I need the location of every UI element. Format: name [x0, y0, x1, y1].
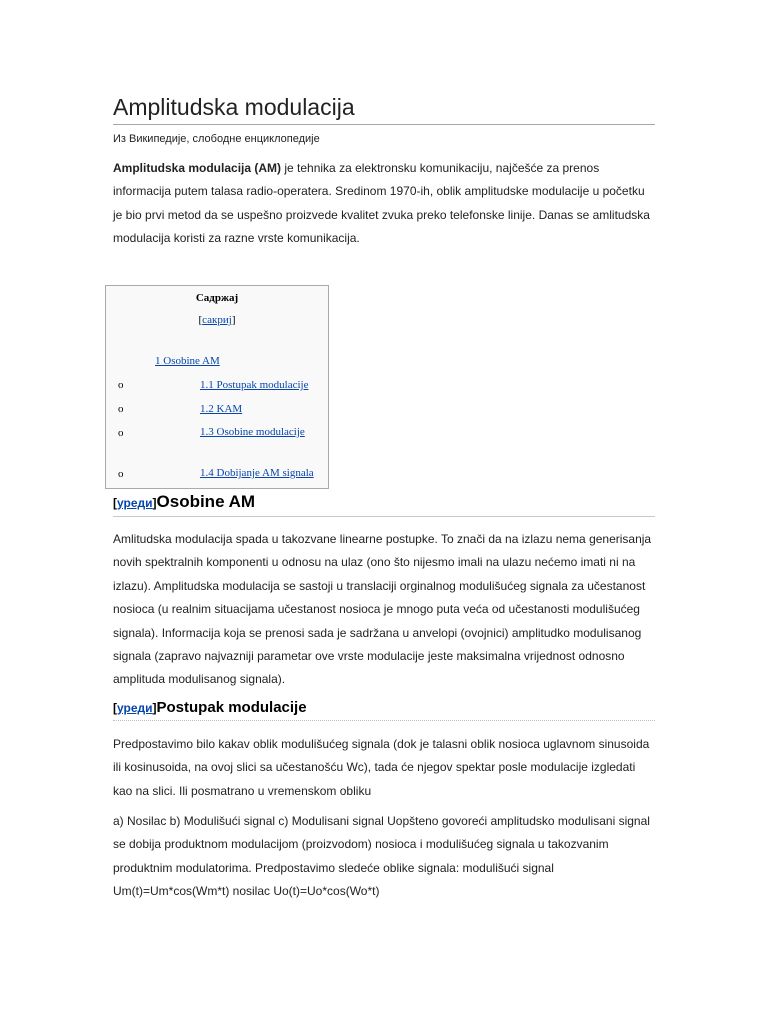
edit-bracket-close: ] — [152, 496, 157, 510]
edit-bracket-close: ] — [152, 701, 157, 715]
section-paragraph: a) Nosilac b) Modulišući signal c) Modulisani signal Uopšteno govoreći amplitudsko modulisani signal se dobija produktnom modulacijom (proizvodom) nosioca i modulišućeg signala u takozvanim produktnim modulatorima. Predpostavimo sledeće oblike signala: modulišući signal Um(t)=Um*cos(Wm*t) nosilac Uo(t)=Uo*cos(Wo*t) — [113, 814, 650, 899]
toc-item[interactable] — [155, 355, 220, 367]
toc-bullet: o — [118, 468, 124, 480]
page-title: Amplitudska modulacija — [113, 92, 655, 125]
edit-section-control — [113, 496, 157, 510]
edit-bracket-open: [ — [113, 496, 117, 510]
toc-link-postupak-modulacije[interactable]: 1.1 Postupak modulacije — [200, 379, 309, 391]
edit-section-control — [113, 701, 157, 715]
toc-toggle-open: [ — [198, 314, 203, 326]
toc-title: Садржај — [195, 292, 239, 304]
section-paragraph: Amlitudska modulacija spada u takozvane linearne postupke. To znači da na izlazu nema generisanja novih spektralnih komponenti u odnosu na ulaz (ono što nijesmo imali na ulazu nećemo imati ni na izlazu). Amplitudska modulacija se sastoji u translaciji orginalnog modulišućeg signala za učestanost nosioca (u realnim situacijama učestanost nosioca je mnogo puta veća od učestanosti modulišućeg signala). Informacija koja se prenosi sada je sadržana u anvelopi (ovojnici) amplitudko modulisanog signala (zapravo najvazniji parametar ove vrste modulacije jeste maksimalna vrijednost odnosno amplituda modulisanog signala). — [113, 532, 652, 687]
intro-paragraph — [113, 157, 655, 251]
toc-bullet: o — [118, 379, 124, 391]
toc-link-dobijanje-am-signala[interactable]: 1.4 Dobijanje AM signala — [200, 467, 314, 479]
edit-bracket-open: [ — [113, 701, 117, 715]
toc-toggle-close: ] — [231, 314, 236, 326]
toc-bullet: o — [118, 403, 124, 415]
toc-item[interactable] — [200, 403, 242, 415]
intro-term: Amplitudska modulacija (AM) — [113, 161, 282, 175]
toc-link-kam[interactable]: 1.2 KAM — [200, 403, 243, 415]
toc-link-osobine-am[interactable]: 1 Osobine AM — [155, 355, 220, 367]
edit-section-link[interactable]: уреди — [117, 496, 153, 510]
toc-bullet: o — [118, 427, 124, 439]
edit-section-link[interactable]: уреди — [117, 701, 153, 715]
section-heading-osobine-am — [113, 490, 655, 517]
section-title: Osobine AM — [156, 492, 256, 511]
article-subtitle: Из Википедије, слободне енциклопедије — [113, 133, 320, 145]
section-title: Postupak modulacije — [156, 699, 307, 716]
toc-hide-link[interactable]: сакриј — [202, 314, 232, 326]
toc-item[interactable] — [200, 467, 314, 479]
section-heading-postupak-modulacije — [113, 697, 655, 721]
toc-item[interactable] — [200, 379, 308, 391]
table-of-contents — [105, 285, 329, 489]
section-paragraph: Predpostavimo bilo kakav oblik modulišućeg signala (dok je talasni oblik nosioca uglavnom sinusoida ili kosinusoida, na ovoj slici sa učestanošću Wc), tada će njegov spektar posle modulacije izgledati kao na slici. Ili posmatrano u vremenskom obliku — [113, 737, 650, 798]
intro-text: je tehnika za elektronsku komunikaciju, najčešće za prenos informacija putem talasa radio-operatera. Sredinom 1970-ih, oblik amplitudske modulacije u početku je bio prvi metod da se uspešno proizvede kvalitet zvuka preko telefonske linije. Danas se amlitudska modulacija koristi za razne vrste komunikacija. — [113, 161, 650, 246]
toc-item[interactable] — [200, 426, 305, 438]
toc-link-osobine-modulacije[interactable]: 1.3 Osobine modulacije — [200, 426, 305, 438]
toc-toggle — [106, 314, 328, 326]
